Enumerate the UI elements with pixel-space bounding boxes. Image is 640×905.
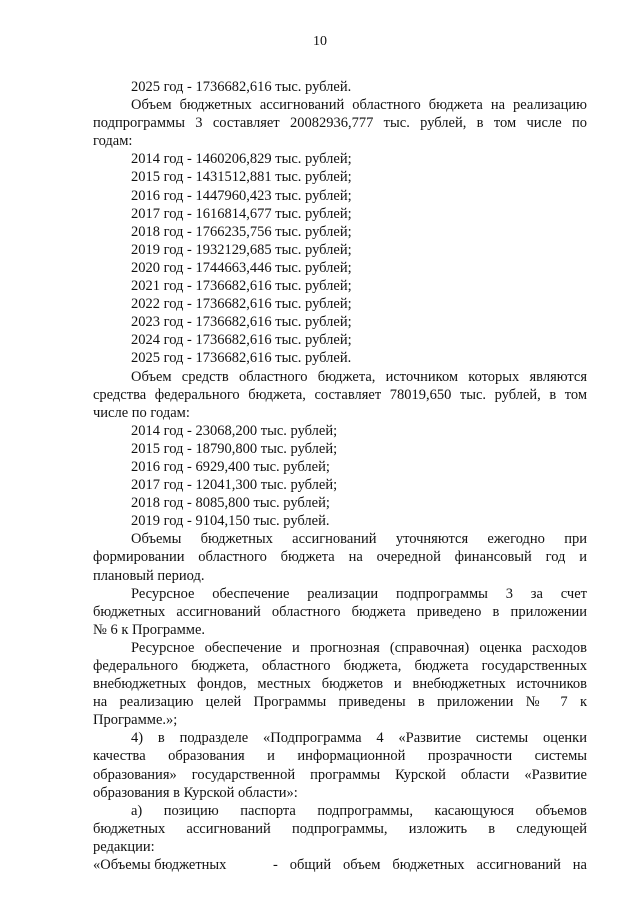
paragraph-line: на реализацию целей Программы приведены в приложении № 7 к — [93, 694, 587, 711]
passport-row-label: «Объемы бюджетных — [93, 857, 227, 874]
year-line: 2025 год - 1736682,616 тыс. рублей. — [131, 79, 352, 95]
paragraph-line: бюджетных ассигнований областного бюджета приведено в приложении — [93, 603, 587, 620]
paragraph-line: формировании областного бюджета на очередной финансовый год и — [93, 549, 587, 566]
year-line: 2018 год - 8085,800 тыс. рублей; — [131, 495, 330, 512]
paragraph-line: внебюджетных фондов, местных бюджетов и внебюджетных источников — [93, 676, 587, 693]
passport-row-value: - общий объем бюджетных ассигнований на — [273, 857, 587, 874]
year-line: 2024 год - 1736682,616 тыс. рублей; — [131, 332, 352, 349]
paragraph-line: средства федерального бюджета, составляет 78019,650 тыс. рублей, в том — [93, 386, 587, 403]
year-line: 2018 год - 1766235,756 тыс. рублей; — [131, 223, 352, 240]
paragraph-line: числе по годам: — [93, 404, 190, 421]
paragraph-line: Программе.»; — [93, 712, 178, 729]
year-line: 2022 год - 1736682,616 тыс. рублей; — [131, 296, 352, 313]
year-line: 2017 год - 12041,300 тыс. рублей; — [131, 477, 338, 494]
paragraph-line: Ресурсное обеспечение и прогнозная (справочная) оценка расходов — [131, 639, 587, 656]
year-line: 2025 год - 1736682,616 тыс. рублей. — [131, 350, 352, 367]
paragraph-line: а) позицию паспорта подпрограммы, касающуюся объемов — [131, 802, 587, 819]
year-line: 2015 год - 1431512,881 тыс. рублей; — [131, 169, 352, 186]
paragraph-line: плановый период. — [93, 567, 205, 584]
paragraph-line: Объем бюджетных ассигнований областного бюджета на реализацию — [131, 97, 587, 114]
paragraph-line: подпрограммы 3 составляет 20082936,777 тыс. рублей, в том числе по — [93, 115, 587, 132]
paragraph-line: бюджетных ассигнований подпрограммы, изложить в следующей — [93, 820, 587, 837]
year-line: 2014 год - 1460206,829 тыс. рублей; — [131, 151, 352, 168]
page-number: 10 — [313, 34, 327, 49]
year-line: 2014 год - 23068,200 тыс. рублей; — [131, 422, 338, 439]
year-line: 2015 год - 18790,800 тыс. рублей; — [131, 440, 338, 457]
year-line: 2016 год - 1447960,423 тыс. рублей; — [131, 187, 352, 204]
year-line: 2023 год - 1736682,616 тыс. рублей; — [131, 314, 352, 331]
year-line: 2017 год - 1616814,677 тыс. рублей; — [131, 205, 352, 222]
paragraph-line: качества образования и информационной прозрачности системы — [93, 748, 587, 765]
year-line: 2016 год - 6929,400 тыс. рублей; — [131, 458, 330, 475]
year-line: 2020 год - 1744663,446 тыс. рублей; — [131, 259, 352, 276]
paragraph-line: № 6 к Программе. — [93, 621, 206, 638]
paragraph-line: образования в Курской области»: — [93, 784, 298, 801]
paragraph-line: образования» государственной программы Курской области «Развитие — [93, 766, 587, 783]
year-line: 2021 год - 1736682,616 тыс. рублей; — [131, 278, 352, 295]
paragraph-line: годам: — [93, 133, 133, 150]
paragraph-line: Объем средств областного бюджета, источником которых являются — [131, 368, 587, 385]
document-body — [93, 78, 587, 874]
paragraph-line: редакции: — [93, 838, 155, 855]
paragraph-line: Объемы бюджетных ассигнований уточняются ежегодно при — [131, 531, 587, 548]
year-line: 2019 год - 1932129,685 тыс. рублей; — [131, 241, 352, 258]
passport-table-row — [93, 856, 587, 874]
paragraph-line: Ресурсное обеспечение реализации подпрограммы 3 за счет — [131, 585, 587, 602]
paragraph-line: федерального бюджета, областного бюджета, бюджета государственных — [93, 658, 587, 674]
year-line: 2019 год - 9104,150 тыс. рублей. — [131, 513, 330, 530]
paragraph-line: 4) в подразделе «Подпрограмма 4 «Развитие системы оценки — [131, 730, 587, 747]
